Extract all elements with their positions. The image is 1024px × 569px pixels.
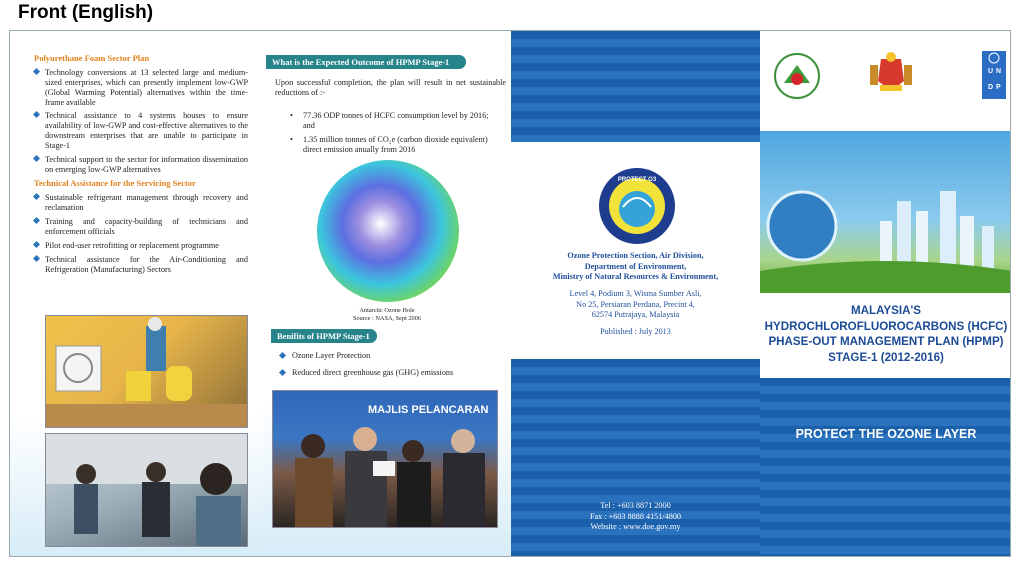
undp-logo-icon bbox=[982, 51, 1006, 99]
svg-text:N: N bbox=[996, 68, 1002, 75]
list-item: Ozone Layer Protection bbox=[279, 351, 504, 360]
diamond-bullet-icon bbox=[33, 255, 40, 262]
diamond-bullet-icon bbox=[33, 155, 40, 162]
globe-caption: Antarctic Ozone Hole Source : NASA, Sept 2006 bbox=[352, 307, 422, 323]
contact-address: Ozone Protection Section, Air Division, Department of Environment, Ministry of Natural Resources & Environment, Level 4, Podium 3, Wisma Sumber Asli, No 25, Persiaran Perdana, Precint 4, 62574 Putrajaya, Malaysia Published : July 2013 bbox=[511, 251, 760, 338]
diamond-bullet-icon bbox=[33, 241, 40, 248]
list-item: Technical assistance for the Air-Conditioning and Refrigeration (Manufacturing) Sectors bbox=[34, 255, 248, 275]
banner-text: MAJLIS PELANCARAN bbox=[368, 404, 489, 416]
blue-stripe-band bbox=[760, 378, 1011, 557]
svg-text:P: P bbox=[996, 84, 1001, 91]
list-item: • 77.36 ODP tonnes of HCFC consumption level by 2016; and bbox=[290, 111, 489, 130]
page-label: Front (English) bbox=[18, 2, 154, 23]
reductions-list bbox=[290, 111, 502, 158]
polyurethane-list bbox=[34, 68, 248, 174]
list-item: Reduced direct greenhouse gas (GHG) emissions bbox=[279, 368, 504, 377]
svg-text:U: U bbox=[988, 68, 994, 75]
launch-ceremony-photo bbox=[272, 390, 498, 528]
diamond-bullet-icon bbox=[279, 369, 286, 376]
technician-training-photo bbox=[45, 315, 248, 428]
expected-outcome-heading: What is the Expected Outcome of HPMP Stage-1 bbox=[266, 55, 466, 69]
malaysia-coat-of-arms-icon bbox=[866, 51, 916, 95]
diamond-bullet-icon bbox=[279, 352, 286, 359]
technical-assistance-heading: Technical Assistance for the Servicing Sector bbox=[34, 178, 196, 189]
svg-text:PROTECT O3: PROTECT O3 bbox=[617, 177, 657, 183]
diamond-bullet-icon bbox=[33, 217, 40, 224]
published-date: Published : July 2013 bbox=[600, 326, 671, 336]
list-item: Technology conversions at 13 selected large and medium-sized enterprises, which can presently implement low-GWP (Global Warming Potential) alternatives within the time-frame available bbox=[34, 68, 248, 107]
svg-text:D: D bbox=[988, 84, 994, 91]
blue-stripe-band bbox=[511, 31, 760, 142]
slogan: PROTECT THE OZONE LAYER bbox=[795, 427, 977, 441]
list-item: Technical assistance to 4 systems houses to ensure availability of low-GWP and cost-effective alternatives to the downstream enterprises that are unable to participate in Stage-1 bbox=[34, 111, 248, 150]
list-item: Sustainable refrigerant management through recovery and reclamation bbox=[34, 193, 248, 213]
polyurethane-heading: Polyurethane Foam Sector Plan bbox=[34, 53, 150, 63]
fax: Fax : +603 8888 4151/4800 bbox=[589, 511, 682, 521]
diamond-bullet-icon bbox=[33, 111, 40, 118]
contact-details bbox=[511, 501, 760, 533]
protect-ozone-layer-logo-icon bbox=[598, 167, 676, 245]
brochure-title: MALAYSIA'S HYDROCHLOROFLUOROCARBONS (HCFC) PHASE-OUT MANAGEMENT PLAN (HPMP) STAGE-1 (2012-2016) bbox=[760, 293, 1011, 378]
jabatan-alam-sekitar-logo-icon bbox=[774, 53, 820, 99]
panel-back-cover bbox=[511, 31, 760, 557]
benefits-list bbox=[279, 351, 504, 385]
diamond-bullet-icon bbox=[33, 193, 40, 200]
workshop-group-photo bbox=[45, 433, 248, 547]
panel-inside-left bbox=[10, 31, 263, 557]
diamond-bullet-icon bbox=[33, 68, 40, 75]
ozone-hole-globe-image bbox=[317, 160, 459, 302]
list-item: Technical support to the sector for information dissemination on emerging low-GWP alternatives bbox=[34, 155, 248, 175]
website: Website : www.doe.gov.my bbox=[590, 522, 681, 532]
logo-strip bbox=[760, 31, 1011, 131]
outcome-intro: Upon successful completion, the plan will result in net sustainable reductions of :- bbox=[275, 78, 506, 98]
list-item: Training and capacity-building of technicians and enforcement officials bbox=[34, 217, 248, 237]
benefits-heading: Benifits of HPMP Stage-1 bbox=[271, 329, 377, 343]
panel-front-cover bbox=[760, 31, 1011, 557]
technical-assistance-list bbox=[34, 193, 248, 274]
list-item: Pilot end-user retrofitting or replacement programme bbox=[34, 241, 248, 251]
panel-inside-middle bbox=[263, 31, 511, 557]
list-item: • 1.35 million tonnes of CO₂e (carbon dioxide equivalent) direct emission anually from 2016 bbox=[290, 134, 488, 154]
brochure bbox=[9, 30, 1011, 557]
telephone: Tel : +603 8871 2000 bbox=[600, 501, 671, 510]
globe-city-illustration bbox=[760, 131, 1011, 293]
